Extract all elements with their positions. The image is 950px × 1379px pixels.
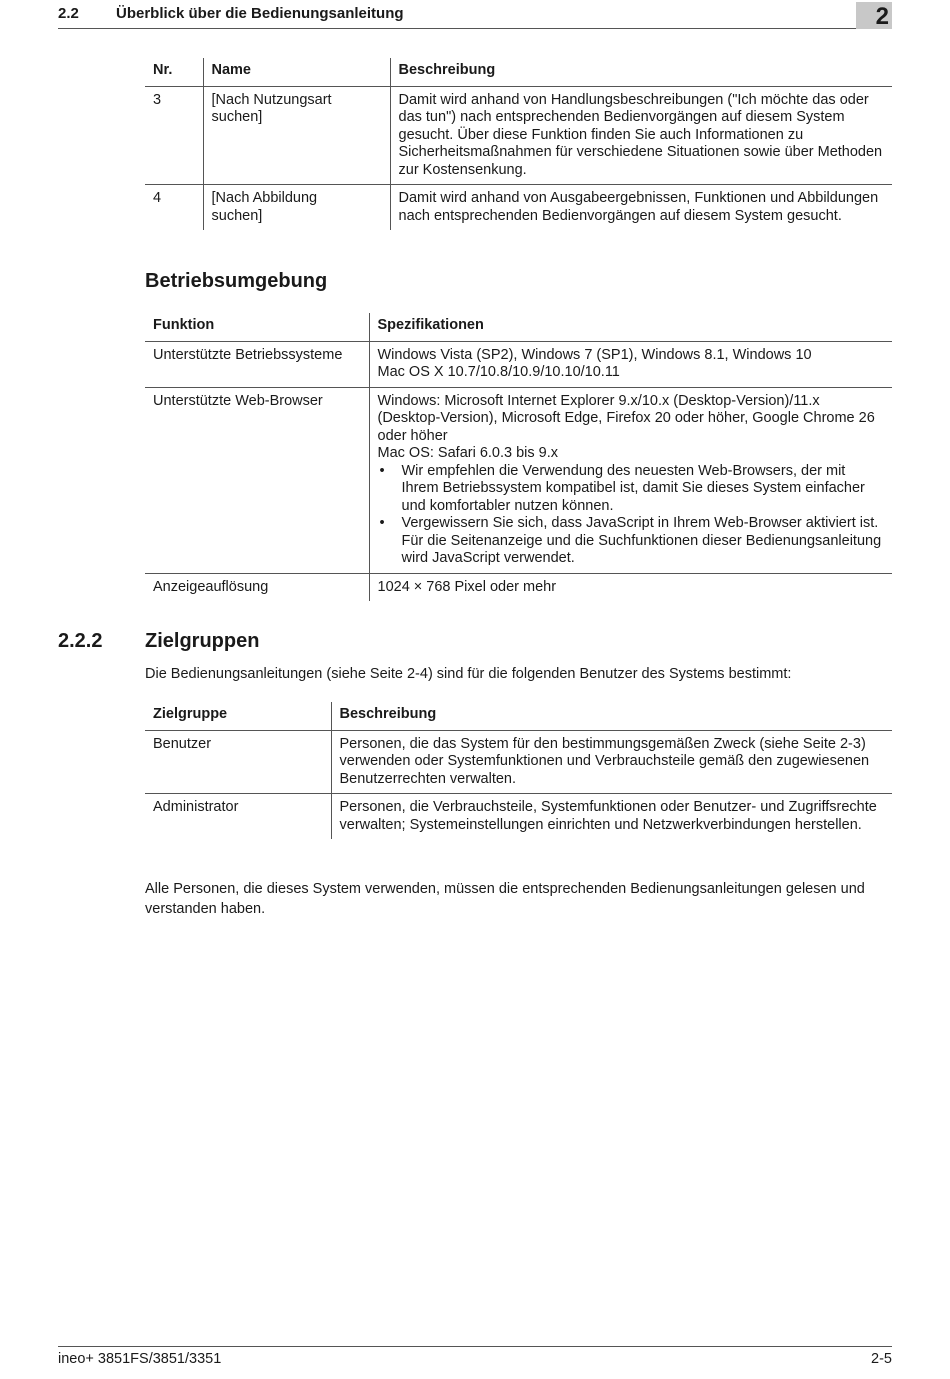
spec-mac-browsers: Mac OS: Safari 6.0.3 bis 9.x: [377, 445, 559, 461]
table-row: [145, 86, 892, 185]
col-header-zielgruppe: Zielgruppe: [153, 706, 228, 722]
footer-model: ineo+ 3851FS/3851/3351: [58, 1351, 222, 1367]
bullet-item: • Wir empfehlen die Verwendung des neuesten Web-Browsers, der mit Ihrem Betriebssystem kompatibel ist, damit Sie dieses System einfacher und komfortabler nutzen können.: [378, 463, 885, 516]
cell-funktion: Unterstützte Betriebssysteme: [153, 346, 343, 363]
bullet-list: [378, 463, 885, 568]
section-title: Zielgruppen: [145, 630, 260, 652]
table-header-row: [145, 702, 892, 730]
cell-nr: 4: [153, 190, 162, 206]
col-header-beschreibung: Beschreibung: [390, 58, 892, 86]
col-header-funktion: Funktion: [153, 317, 215, 333]
cell-zielgruppe: Administrator: [153, 799, 239, 815]
footer-divider: [58, 1346, 892, 1347]
cell-desc: Damit wird anhand von Ausgabeergebnissen, Funktionen und Abbildungen nach entsprechenden Bedienvorgängen auf diesem System gesucht.: [390, 185, 892, 231]
table-row: [145, 730, 892, 794]
bullet-item: • Vergewissern Sie sich, dass JavaScript in Ihrem Web-Browser aktiviert ist. Für die Seitenanzeige und die Suchfunktionen dieser Bedienungsanleitung wird JavaScript verwendet.: [378, 515, 885, 568]
cell-funktion: Anzeigeauflösung: [153, 578, 269, 595]
header-section-number: 2.2: [58, 5, 79, 22]
table-row: [145, 387, 892, 573]
cell-desc: Personen, die das System für den bestimmungsgemäßen Zweck (siehe Seite 2-3) verwenden oder Systemfunktionen und Verbrauchsteile gemäß den zugewiesenen Benutzerrechten verwalten.: [331, 730, 892, 794]
cell-name: [Nach Nutzungsart suchen]: [203, 86, 390, 185]
table-row: [145, 573, 892, 601]
zielgruppen-intro: Die Bedienungsanleitungen (siehe Seite 2-4) sind für die folgenden Benutzer des Systems bestimmt:: [145, 666, 792, 682]
environment-table: [145, 313, 892, 601]
cell-nr: 3: [153, 91, 162, 108]
chapter-tab: 2: [856, 2, 892, 29]
cell-funktion: Unterstützte Web-Browser: [153, 392, 323, 409]
cell-name: [Nach Abbildung suchen]: [203, 185, 390, 231]
cell-desc: Damit wird anhand von Handlungsbeschreibungen ("Ich möchte das oder das tun") nach entsprechenden Bedienvorgängen auf diesem System gesucht. Über diese Funktion finden Sie auch Informationen zu Sicherheitsmaßnahmen für verschiedene Situationen sowie über Methoden zur Kostensenkung.: [390, 86, 892, 185]
cell-spezifikation: 1024 × 768 Pixel oder mehr: [369, 573, 892, 601]
header-section-title: Überblick über die Bedienungsanleitung: [116, 5, 404, 22]
cell-spezifikation: [369, 341, 892, 387]
col-header-beschreibung: Beschreibung: [331, 702, 892, 730]
cell-zielgruppe: Benutzer: [153, 735, 212, 752]
spec-windows-os: Windows Vista (SP2), Windows 7 (SP1), Windows 8.1, Windows 10: [377, 346, 812, 363]
spec-mac-os: Mac OS X 10.7/10.8/10.9/10.10/10.11: [377, 364, 620, 380]
cell-spezifikation: [369, 387, 892, 573]
table-header-row: [145, 313, 892, 341]
col-header-name: Name: [203, 58, 390, 86]
zielgruppen-closing: Alle Personen, die dieses System verwenden, müssen die entsprechenden Bedienungsanleitungen gelesen und verstanden haben.: [145, 881, 865, 917]
header-divider: [58, 28, 892, 29]
table-header-row: [145, 58, 892, 86]
table-row: [145, 794, 892, 840]
cell-desc: Personen, die Verbrauchsteile, Systemfunktionen oder Benutzer- und Zugriffsrechte verwalten; Systemeinstellungen einrichten und Netzwerkverbindungen herstellen.: [331, 794, 892, 840]
section-number: 2.2.2: [58, 630, 103, 652]
spec-windows-browsers: Windows: Microsoft Internet Explorer 9.x/10.x (Desktop-Version)/11.x (Desktop-Version), Microsoft Edge, Firefox 20 oder höher, Google Chrome 26 oder höher: [377, 392, 875, 444]
search-methods-table: [145, 58, 892, 230]
heading-betriebsumgebung: Betriebsumgebung: [145, 270, 328, 292]
col-header-spezifikationen: Spezifikationen: [369, 313, 892, 341]
table-row: [145, 185, 892, 231]
footer-page-number: 2-5: [871, 1351, 892, 1367]
col-header-nr: Nr.: [153, 62, 173, 78]
table-row: [145, 341, 892, 387]
target-groups-table: [145, 702, 892, 839]
